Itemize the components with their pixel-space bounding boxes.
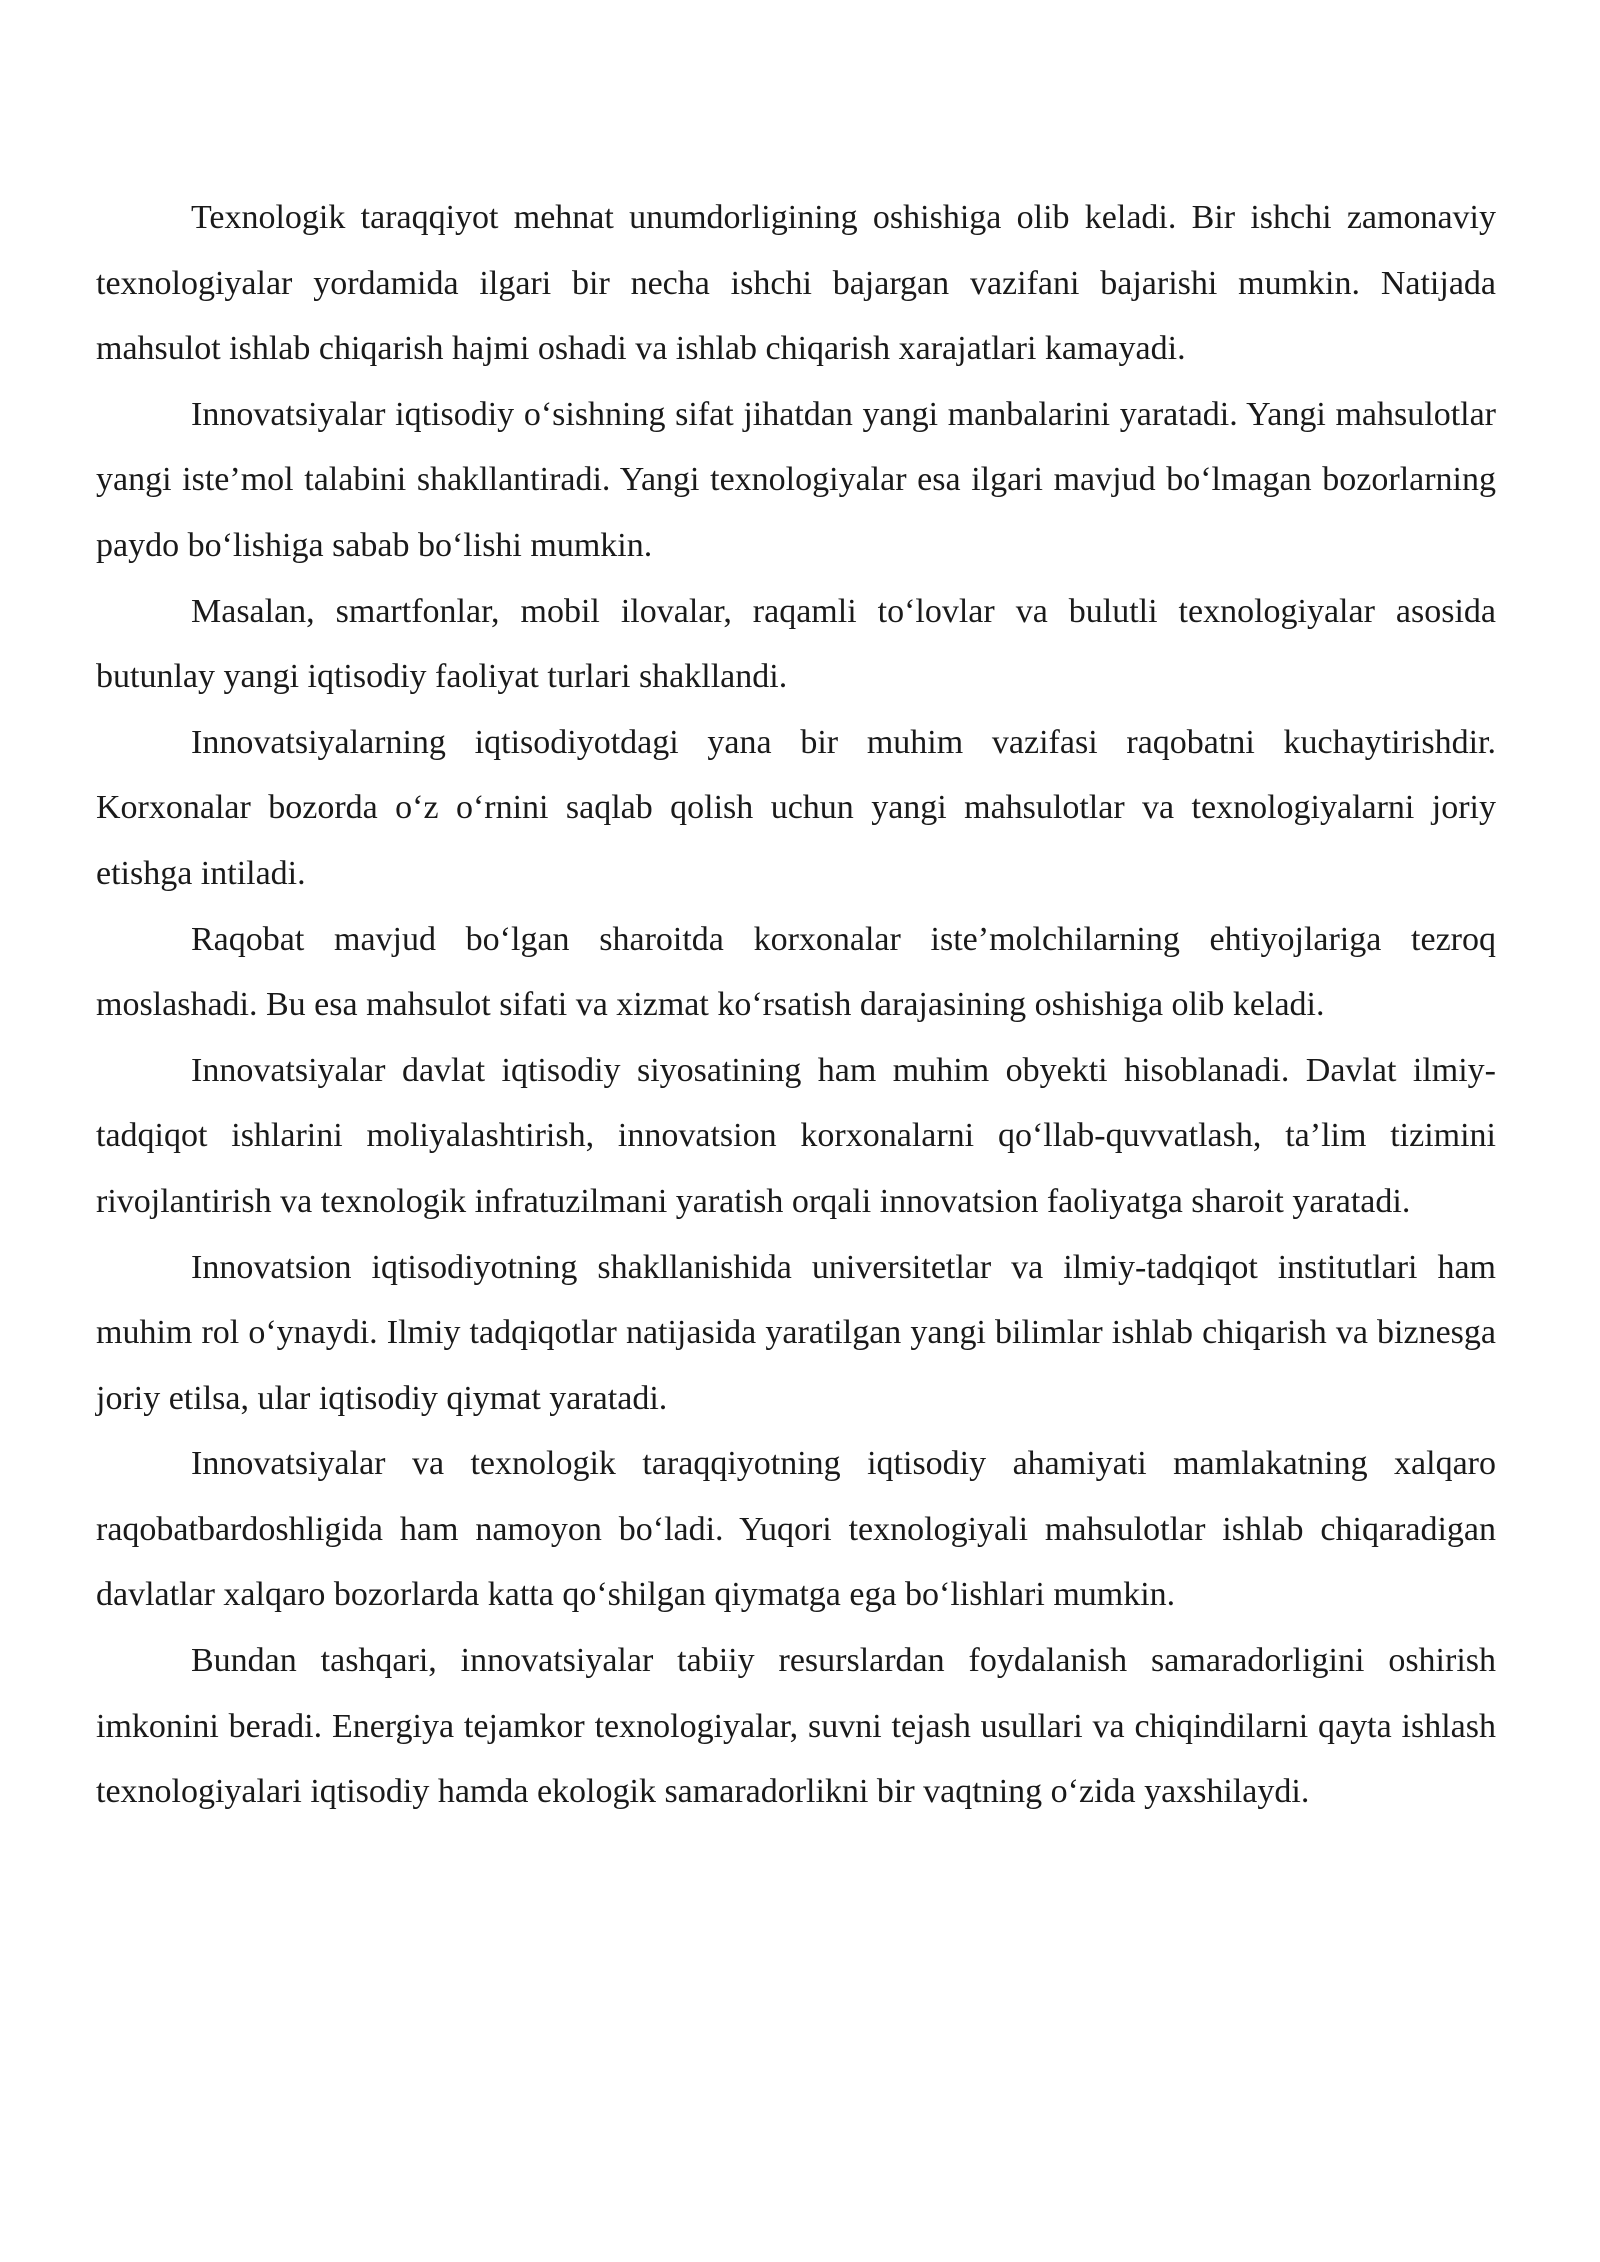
document-body — [96, 185, 1496, 1825]
paragraph: Innovatsiyalar davlat iqtisodiy siyosatining ham muhim obyekti hisoblanadi. Davlat ilmiy-tadqiqot ishlarini moliyalashtirish, innovatsion korxonalarni qo‘llab-quvvatlash, ta’lim tizimini rivojlantirish va texnologik infratuzilmani yaratish orqali innovatsion faoliyatga sharoit yaratadi. — [96, 1051, 1496, 1220]
paragraph: Texnologik taraqqiyot mehnat unumdorligining oshishiga olib keladi. Bir ishchi zamonaviy texnologiyalar yordamida ilgari bir necha ishchi bajargan vazifani bajarishi mumkin. Natijada mahsulot ishlab chiqarish hajmi oshadi va ishlab chiqarish xarajatlari kamayadi. — [96, 199, 1496, 368]
paragraph: Masalan, smartfonlar, mobil ilovalar, raqamli to‘lovlar va bulutli texnologiyalar asosida butunlay yangi iqtisodiy faoliyat turlari shakllandi. — [96, 592, 1496, 696]
paragraph: Innovatsion iqtisodiyotning shakllanishida universitetlar va ilmiy-tadqiqot institutlari ham muhim rol o‘ynaydi. Ilmiy tadqiqotlar natijasida yaratilgan yangi bilimlar ishlab chiqarish va biznesga joriy etilsa, ular iqtisodiy qiymat yaratadi. — [96, 1248, 1496, 1417]
paragraph: Innovatsiyalar va texnologik taraqqiyotning iqtisodiy ahamiyati mamlakatning xalqaro raqobatbardoshligida ham namoyon bo‘ladi. Yuqori texnologiyali mahsulotlar ishlab chiqaradigan davlatlar xalqaro bozorlarda katta qo‘shilgan qiymatga ega bo‘lishlari mumkin. — [96, 1445, 1496, 1614]
paragraph: Innovatsiyalarning iqtisodiyotdagi yana bir muhim vazifasi raqobatni kuchaytirishdir. Korxonalar bozorda o‘z o‘rnini saqlab qolish uchun yangi mahsulotlar va texnologiyalarni joriy etishga intiladi. — [96, 723, 1496, 892]
paragraph: Innovatsiyalar iqtisodiy o‘sishning sifat jihatdan yangi manbalarini yaratadi. Yangi mahsulotlar yangi iste’mol talabini shakllantiradi. Yangi texnologiyalar esa ilgari mavjud bo‘lmagan bozorlarning paydo bo‘lishiga sabab bo‘lishi mumkin. — [96, 395, 1496, 564]
paragraph: Raqobat mavjud bo‘lgan sharoitda korxonalar iste’molchilarning ehtiyojlariga tezroq moslashadi. Bu esa mahsulot sifati va xizmat ko‘rsatish darajasining oshishiga olib keladi. — [96, 920, 1496, 1024]
paragraph: Bundan tashqari, innovatsiyalar tabiiy resurslardan foydalanish samaradorligini oshirish imkonini beradi. Energiya tejamkor texnologiyalar, suvni tejash usullari va chiqindilarni qayta ishlash texnologiyalari iqtisodiy hamda ekologik samaradorlikni bir vaqtning o‘zida yaxshilaydi. — [96, 1642, 1496, 1811]
